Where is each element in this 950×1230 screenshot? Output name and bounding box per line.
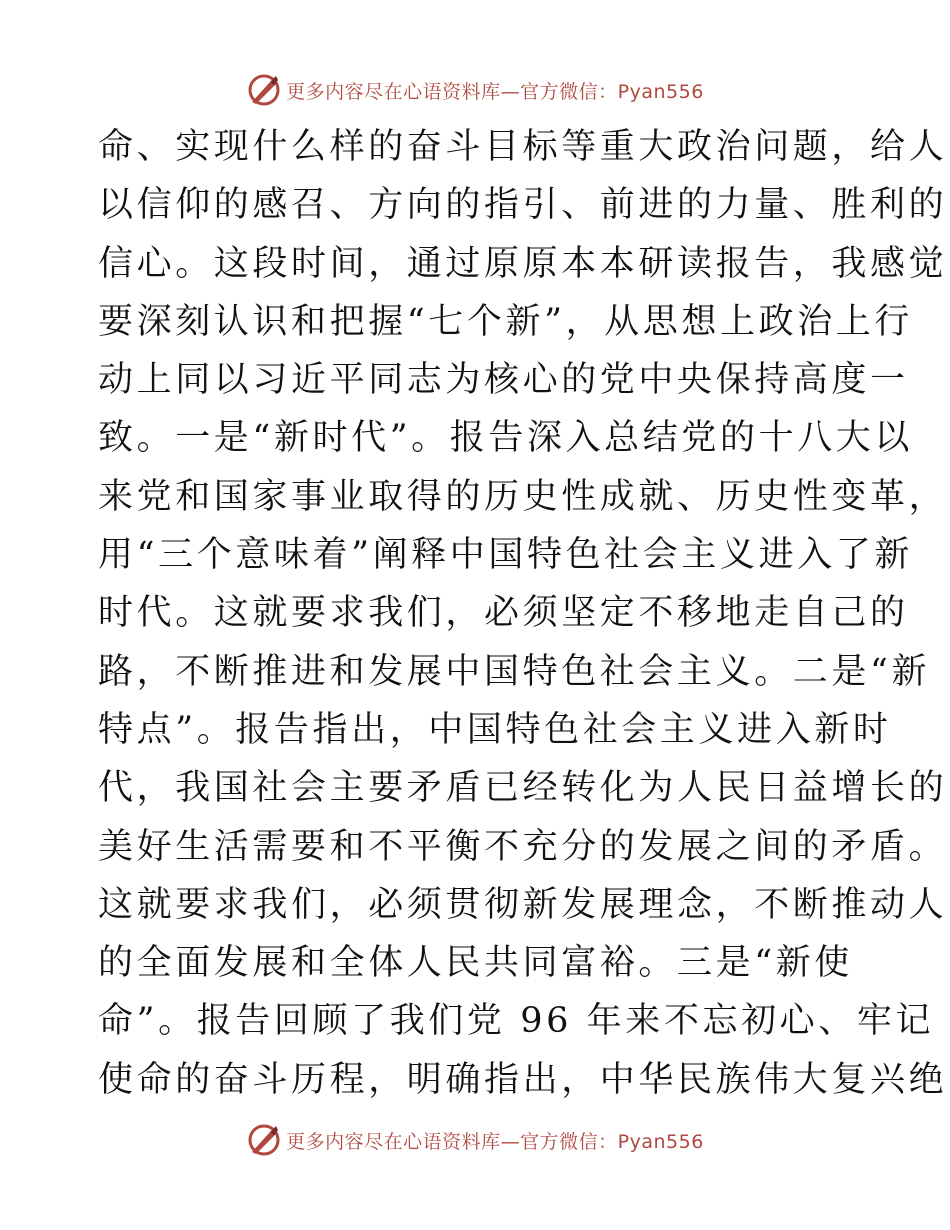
body-line: 致。一是“新时代”。报告深入总结党的十八大以 (98, 418, 913, 459)
body-line: 动上同以习近平同志为核心的党中央保持高度一 (98, 360, 909, 401)
body-line: 命”。报告回顾了我们党 96 年来不忘初心、牢记 (98, 1001, 935, 1042)
body-line: 命、实现什么样的奋斗目标等重大政治问题，给人 (98, 127, 948, 167)
body-line: 代，我国社会主要矛盾已经转化为人民日益增长的 (98, 768, 948, 809)
body-line: 美好生活需要和不平衡不充分的发展之间的矛盾。 (98, 826, 948, 867)
body-line: 信心。这段时间，通过原原本本研读报告，我感觉 (98, 243, 948, 284)
body-line: 使命的奋斗历程，明确指出，中华民族伟大复兴绝 (98, 1059, 948, 1100)
body-line: 要深刻认识和把握“七个新”，从思想上政治上行 (98, 301, 913, 342)
footer-watermark (0, 1120, 950, 1160)
body-line: 时代。这就要求我们，必须坚定不移地走自己的 (98, 593, 909, 634)
document-body (98, 118, 948, 1109)
pen-logo-icon (246, 72, 282, 108)
body-line: 以信仰的感召、方向的指引、前进的力量、胜利的 (98, 185, 948, 226)
header-watermark-text: 更多内容尽在心语资料库—官方微信：Pyan556 (286, 80, 704, 103)
pen-logo-icon (246, 1122, 282, 1158)
body-line: 路，不断推进和发展中国特色社会主义。二是“新 (98, 651, 931, 692)
body-line: 特点”。报告指出，中国特色社会主义进入新时 (98, 709, 892, 750)
body-line: 这就要求我们，必须贯彻新发展理念，不断推动人 (98, 884, 948, 925)
body-line: 来党和国家事业取得的历史性成就、历史性变革， (98, 476, 948, 517)
body-line: 用“三个意味着”阐释中国特色社会主义进入了新 (98, 535, 913, 576)
body-line: 的全面发展和全体人民共同富裕。三是“新使 (98, 943, 853, 984)
footer-watermark-text: 更多内容尽在心语资料库—官方微信：Pyan556 (286, 1130, 704, 1153)
header-watermark (0, 70, 950, 110)
